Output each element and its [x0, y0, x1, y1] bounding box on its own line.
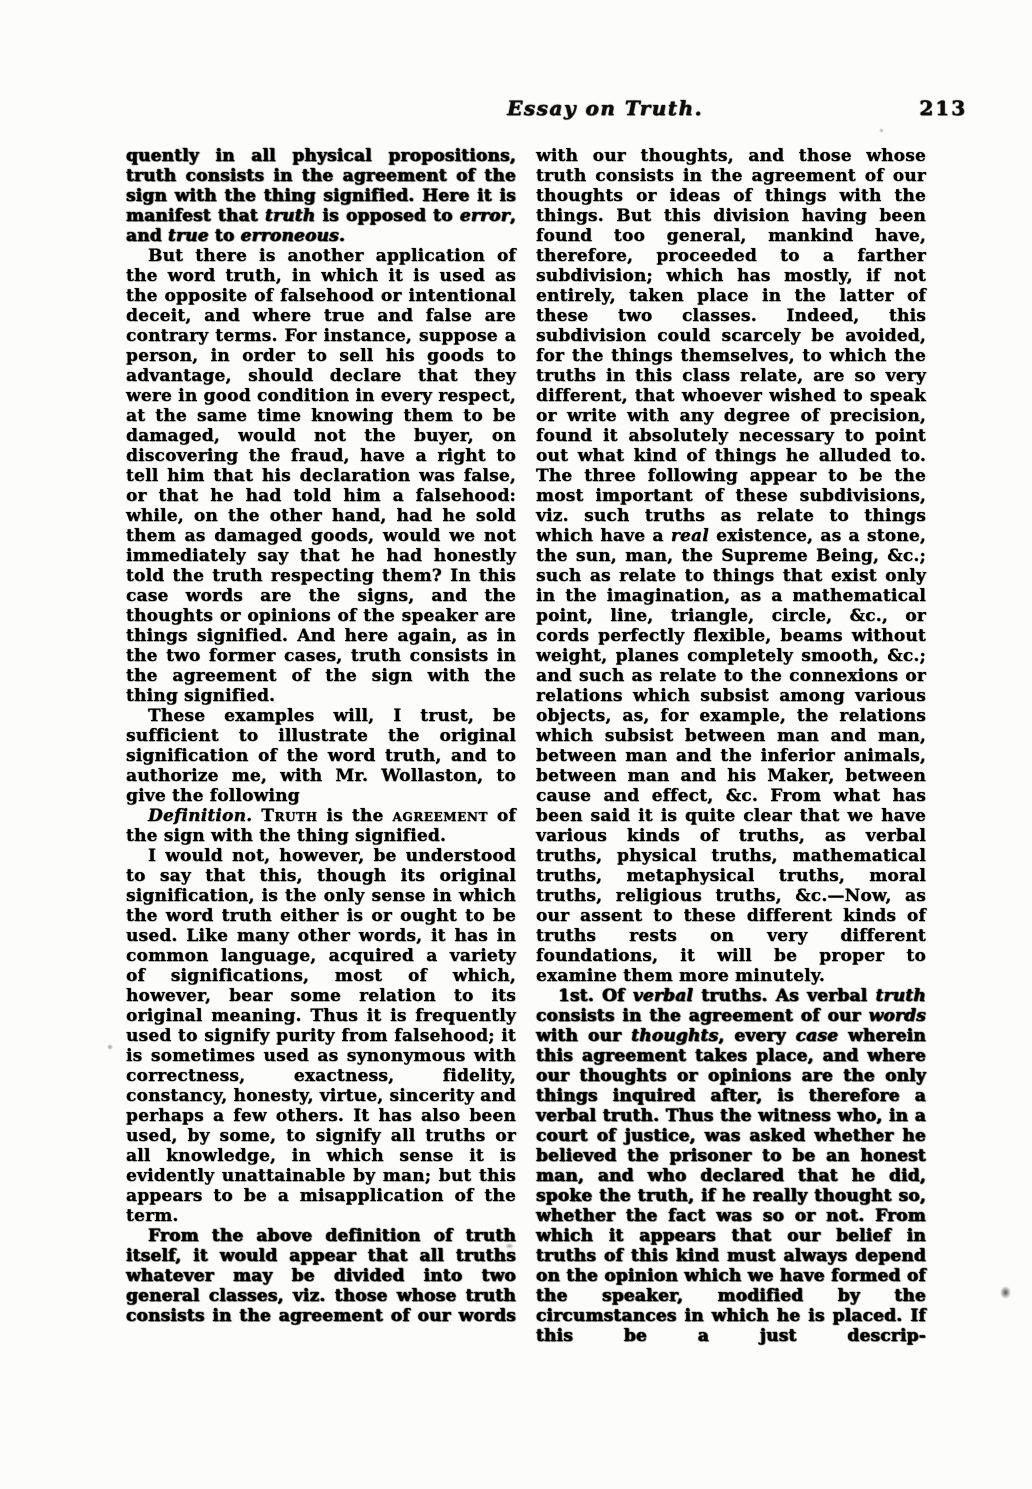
italic-text: truth — [875, 986, 926, 1006]
text-run: From the above definition of truth itself, it would appear that all truths whatever may be divided into two general classes, viz. those whose truth consists in the agreement of our words — [126, 1226, 516, 1326]
paragraph — [126, 246, 516, 706]
text-run — [252, 806, 261, 826]
right-column — [536, 146, 926, 1346]
text-run: to — [208, 226, 241, 246]
text-run: of the sign with the thing signified. — [126, 806, 516, 846]
page-number: 213 — [919, 96, 967, 120]
text-run: is the — [317, 806, 393, 826]
scan-speck — [1000, 1286, 1011, 1299]
paragraph — [536, 146, 926, 986]
text-block — [126, 146, 926, 1346]
text-run: with our thoughts, and those whose truth consists in the agreement of our thoughts or ideas of things with the things. But this division having been found too general, mankind have, therefore, proceeded to a farther subdivision; which has mostly, if not entirely, taken place in the latter of these two classes. Indeed, this subdivision could scarcely be avoided, for the things themselves, to which the truths in this class relate, are so very different, that whoever wished to speak or write with any degree of precision, found it absolutely necessary to point out what kind of things he alluded to. The three following appear to be the most important of these subdivisions, viz. such truths as relate to things which have a — [536, 146, 926, 546]
italic-text: real — [670, 526, 709, 546]
left-column — [126, 146, 516, 1346]
small-caps-text: agreement — [392, 806, 488, 826]
italic-text: case — [795, 1026, 839, 1046]
italic-text: erroneous. — [240, 226, 346, 246]
text-run: quently in all physical propositions, truth consists in the agreement of the sign with the thing signified. Here it is manifest that — [126, 146, 516, 226]
italic-text: words — [868, 1006, 926, 1026]
paragraph — [126, 706, 516, 806]
italic-text: thoughts — [631, 1026, 719, 1046]
italic-text: verbal — [632, 986, 694, 1006]
text-run: , every — [718, 1026, 796, 1046]
running-title: Essay on Truth. — [507, 96, 703, 120]
text-run: existence, as a stone, the sun, man, the Supreme Being, &c.; such as relate to things that exist only in the imagination, as a mathematical point, line, triangle, circle, &c., or cords perfectly flexible, beams without weight, planes completely smooth, &c.; and such as relate to the connexions or relations which subsist among various objects, as, for example, the relations which subsist between man and man, between man and the inferior animals, between man and his Maker, between cause and effect, &c. From what has been said it is quite clear that we have various kinds of truths, as verbal truths, physical truths, mathematical truths, metaphysical truths, moral truths, religious truths, &c.—Now, as our assent to these different kinds of truths rests on very different foundations, it will be proper to examine them more minutely. — [536, 526, 926, 986]
page-header — [126, 96, 967, 124]
text-run: , and — [126, 206, 517, 246]
text-run: But there is another application of the word truth, in which it is used as the opposite of falsehood or intentional deceit, and where true and false are contrary terms. For instance, suppose a person, in order to sell his goods to advantage, should declare that they were in good condition in every respect, at the same time knowing them to be damaged, would not the buyer, on discovering the fraud, have a right to tell him that his declaration was false, or that he had told him a falsehood: while, on the other hand, had he sold them as damaged goods, would we not immediately say that he had honestly told the truth respecting them? In this case words are the signs, and the thoughts or opinions of the speaker are things signified. And here again, as in the two former cases, truth consists in the agreement of the sign with the thing signified. — [126, 246, 516, 706]
italic-text: true — [167, 226, 209, 246]
scan-speck — [505, 1243, 514, 1249]
text-run: is opposed to — [315, 206, 460, 226]
text-run: truths. As verbal — [693, 986, 876, 1006]
paragraph — [126, 1226, 516, 1326]
small-caps-text: Truth — [261, 806, 318, 826]
text-run: 1st. Of — [558, 986, 633, 1006]
scan-speck — [879, 128, 884, 133]
text-run: with our — [536, 1026, 632, 1046]
paragraph — [126, 846, 516, 1226]
italic-text: error — [459, 206, 510, 226]
paragraph — [536, 986, 926, 1346]
italic-text: truth — [265, 206, 316, 226]
paragraph — [126, 806, 516, 846]
italic-text: Definition. — [148, 806, 253, 826]
text-run: I would not, however, be understood to say that this, though its original signification, is the only sense in which the word truth either is or ought to be used. Like many other words, it has in common language, acquired a variety of significations, most of which, however, bear some relation to its original meaning. Thus it is frequently used to signify purity from falsehood; it is sometimes used as synonymous with correctness, exactness, fidelity, constancy, honesty, virtue, sincerity and perhaps a few others. It has also been used, by some, to signify all truths or all knowledge, in which sense it is evidently unattainable by man; but this appears to be a misapplication of the term. — [126, 846, 516, 1226]
text-run: wherein this agreement takes place, and where our thoughts or opinions are the only things inquired after, is therefore a verbal truth. Thus the witness who, in a court of justice, was asked whether he believed the prisoner to be an honest man, and who declared that he did, spoke the truth, if he really thought so, whether the fact was so or not. From which it appears that our belief in truths of this kind must always depend on the opinion which we have formed of the speaker, modified by the circumstances in which he is placed. If this be a just descrip- — [536, 1026, 926, 1346]
text-run: These examples will, I trust, be sufficient to illustrate the original signification of the word truth, and to authorize me, with Mr. Wollaston, to give the following — [126, 706, 516, 806]
scan-speck — [107, 1044, 113, 1050]
text-run: consists in the agreement of our — [536, 1006, 869, 1026]
paragraph — [126, 146, 516, 246]
